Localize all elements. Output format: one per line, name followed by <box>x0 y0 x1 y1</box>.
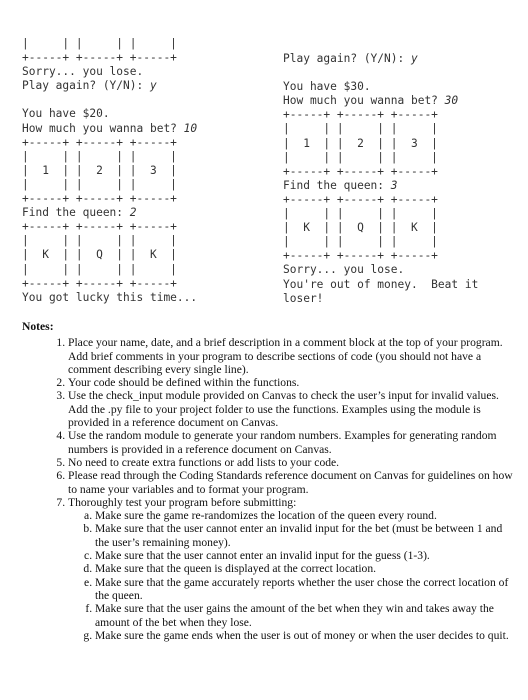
terminal-text: You have $20. <box>22 107 110 121</box>
terminal-line <box>22 136 197 150</box>
checklist-item: e. Make sure that the game accurately reports whether the user chose the correct location of the queen. <box>95 576 517 603</box>
note-item: 3. Use the check_input module provided on Canvas to check the user’s input for invalid values. Add the .py file to your project folder to use the functions. Examples using the module is provided in a reference document on Canvas. <box>68 389 517 429</box>
terminal-text: You have $30. <box>283 80 371 94</box>
terminal-text: | 1 | | 2 | | 3 | <box>283 136 438 150</box>
terminal-line <box>283 52 478 66</box>
checklist-item: f. Make sure that the user gains the amount of the bet when they win and takes away the amount of the bet when they lose. <box>95 602 517 629</box>
user-input-text: 10 <box>183 121 198 135</box>
terminal-line <box>283 221 478 235</box>
checklist-item: g. Make sure the game ends when the user is out of money or when the user decides to quit. <box>95 629 517 642</box>
testing-checklist <box>68 509 517 642</box>
terminal-text: | | | | | | <box>22 234 177 248</box>
terminal-text: +-----+ +-----+ +-----+ <box>283 249 438 263</box>
terminal-text: | | | | | | <box>283 122 438 136</box>
terminal-text: You got lucky this time... <box>22 290 198 304</box>
terminal-text: +-----+ +-----+ +-----+ <box>22 220 177 234</box>
terminal-line <box>22 164 197 178</box>
terminal-line <box>22 192 197 206</box>
terminal-text: +-----+ +-----+ +-----+ <box>283 108 438 122</box>
terminal-line <box>283 249 478 263</box>
terminal-line <box>22 263 197 277</box>
terminal-text: +-----+ +-----+ +-----+ <box>22 135 177 149</box>
terminal-line <box>283 165 478 179</box>
checklist-item: a. Make sure the game re-randomizes the location of the queen every round. <box>95 509 517 522</box>
terminal-line <box>283 193 478 207</box>
terminal-line <box>22 122 197 136</box>
terminal-text: Play again? (Y/N): <box>283 52 411 65</box>
terminal-line <box>283 278 478 292</box>
terminal-text: +-----+ +-----+ +-----+ <box>22 276 177 290</box>
terminal-line <box>283 263 478 277</box>
note-item: 2. Your code should be defined within the functions. <box>68 376 517 389</box>
terminal-text: +-----+ +-----+ +-----+ <box>22 192 177 206</box>
terminal-line <box>283 80 478 94</box>
terminal-text: +-----+ +-----+ +-----+ <box>283 164 438 178</box>
terminal-line <box>22 93 197 107</box>
terminal-text: | | | | | | <box>283 207 438 221</box>
note-item: 6. Please read through the Coding Standards reference document on Canvas for guidelines on how to name your variables and to format your program. <box>68 469 517 496</box>
terminal-text: | K | | Q | | K | <box>22 248 177 262</box>
terminal-line <box>22 234 197 248</box>
terminal-line <box>283 122 478 136</box>
checklist-item: b. Make sure that the user cannot enter an invalid input for the bet (must be between 1 and the user’s remaining money). <box>95 522 517 549</box>
terminal-line <box>22 220 197 234</box>
note-item-testing <box>68 496 517 642</box>
terminal-text: | | | | | | <box>283 235 438 249</box>
terminal-line <box>283 151 478 165</box>
user-input-text: y <box>410 52 418 65</box>
terminal-line <box>22 178 197 192</box>
terminal-output-right <box>283 52 478 306</box>
terminal-text: You're out of money. Beat it <box>283 277 479 291</box>
terminal-text: | | | | | | <box>22 37 177 50</box>
terminal-text: How much you wanna bet? <box>283 94 445 108</box>
checklist-item: d. Make sure that the queen is displayed at the correct location. <box>95 562 517 575</box>
terminal-line <box>22 150 197 164</box>
terminal-line <box>22 248 197 262</box>
terminal-text: How much you wanna bet? <box>22 121 184 135</box>
terminal-line <box>22 206 197 220</box>
checklist-item: c. Make sure that the user cannot enter an invalid input for the guess (1-3). <box>95 549 517 562</box>
terminal-output-left <box>22 37 197 305</box>
terminal-text: Find the queen: <box>283 178 391 192</box>
terminal-line <box>283 94 478 108</box>
notes-list <box>22 336 517 642</box>
terminal-line <box>22 277 197 291</box>
terminal-line <box>283 292 478 306</box>
note-item: 1. Place your name, date, and a brief description in a comment block at the top of your program. Add brief comments in your program to describe sections of code (you should not have a comment describing every single line). <box>68 336 517 376</box>
terminal-text: Sorry... you lose. <box>22 65 144 79</box>
terminal-text: | | | | | | <box>22 177 177 191</box>
terminal-line <box>283 235 478 249</box>
user-input-text: y <box>149 79 157 93</box>
note-item-text: Thoroughly test your program before submitting: <box>68 495 297 509</box>
terminal-text: | | | | | | <box>22 262 177 276</box>
terminal-text: | | | | | | <box>22 149 177 163</box>
user-input-text: 30 <box>444 94 459 108</box>
notes-title: Notes: <box>22 320 54 333</box>
terminal-text: loser! <box>283 291 324 305</box>
terminal-line <box>22 107 197 121</box>
terminal-line <box>283 137 478 151</box>
terminal-text: Sorry... you lose. <box>283 263 405 277</box>
terminal-text: +-----+ +-----+ +-----+ <box>283 192 438 206</box>
terminal-text: | 1 | | 2 | | 3 | <box>22 163 177 177</box>
note-item: 4. Use the random module to generate your random numbers. Examples for generating random numbers is provided in a reference document on Canvas. <box>68 429 517 456</box>
terminal-line <box>22 291 197 305</box>
terminal-line <box>283 179 478 193</box>
terminal-text: Play again? (Y/N): <box>22 79 150 93</box>
user-input-text: 2 <box>129 206 137 220</box>
terminal-line <box>283 108 478 122</box>
notes-section <box>22 320 517 642</box>
terminal-text: Find the queen: <box>22 206 130 220</box>
terminal-text: | | | | | | <box>283 150 438 164</box>
terminal-text: | K | | Q | | K | <box>283 221 438 235</box>
terminal-line <box>22 79 197 93</box>
terminal-line <box>22 51 197 65</box>
terminal-line <box>22 37 197 51</box>
note-item: 5. No need to create extra functions or add lists to your code. <box>68 456 517 469</box>
user-input-text: 3 <box>390 178 398 192</box>
terminal-line <box>22 65 197 79</box>
terminal-line <box>283 66 478 80</box>
terminal-line <box>283 207 478 221</box>
terminal-text: +-----+ +-----+ +-----+ <box>22 51 177 65</box>
